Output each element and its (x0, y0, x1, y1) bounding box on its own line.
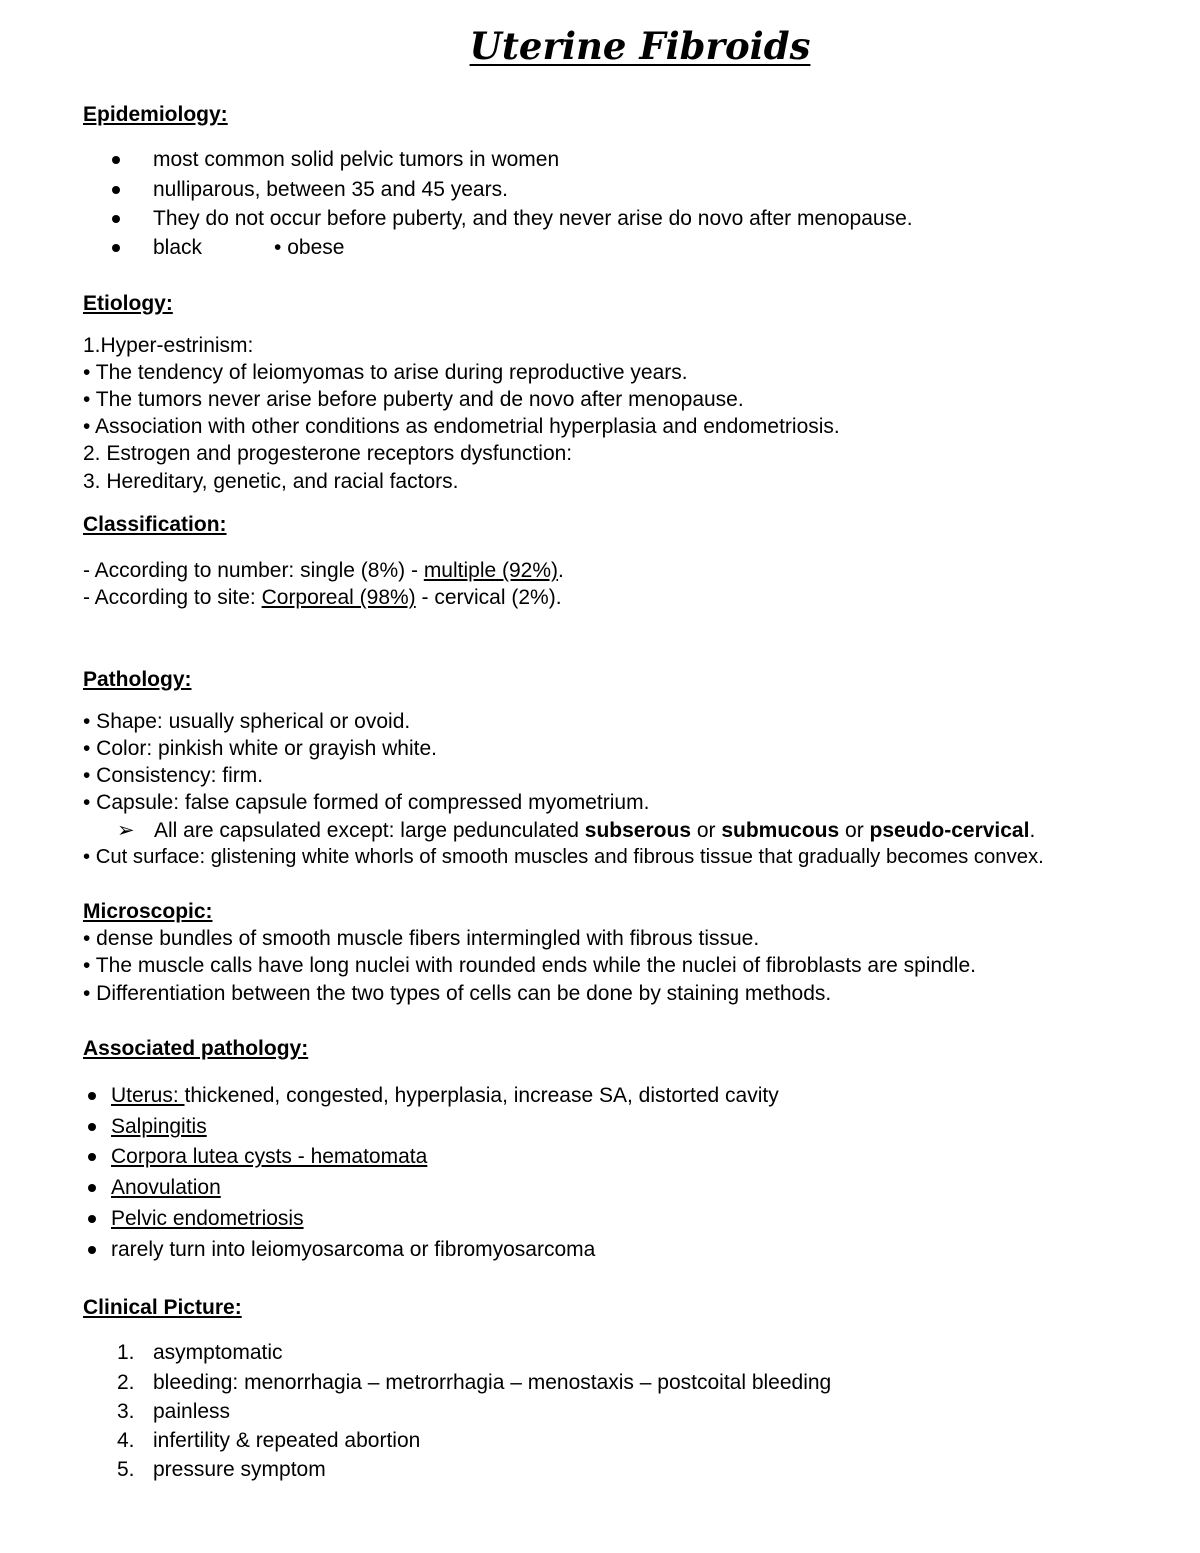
text-line: - According to site: Corporeal (98%) - cervical (2%). (83, 586, 562, 609)
numbered-item: 4. infertility & repeated abortion (117, 1429, 421, 1452)
text-line: 2. Estrogen and progesterone receptors dysfunction: (83, 442, 573, 465)
etiology-heading: Etiology: (83, 292, 173, 315)
text-line: • Consistency: firm. (83, 764, 264, 787)
bullet-icon (88, 1153, 96, 1161)
bullet-icon (112, 215, 120, 223)
bullet-icon (112, 186, 120, 194)
text-line: • Color: pinkish white or grayish white. (83, 737, 437, 760)
classification-heading: Classification: (83, 513, 227, 536)
text-line: • The muscle calls have long nuclei with rounded ends while the nuclei of fibroblasts are spindle. (83, 954, 976, 977)
bullet-icon (88, 1184, 96, 1192)
clinical-picture-heading: Clinical Picture: (83, 1296, 242, 1319)
text-line: • Association with other conditions as endometrial hyperplasia and endometriosis. (83, 415, 840, 438)
text-line: • dense bundles of smooth muscle fibers intermingled with fibrous tissue. (83, 927, 760, 950)
bullet-icon (112, 244, 120, 252)
bullet-icon (88, 1246, 96, 1254)
text-line: • The tendency of leiomyomas to arise during reproductive years. (83, 361, 688, 384)
bullet-icon (88, 1092, 96, 1100)
arrow-bullet-icon: ➢ (117, 819, 135, 842)
microscopic-heading: Microscopic: (83, 900, 213, 923)
numbered-item: 3. painless (117, 1400, 231, 1423)
text-line: • Differentiation between the two types of cells can be done by staining methods. (83, 982, 832, 1005)
page-title: Uterine Fibroids (469, 24, 811, 68)
epidemiology-heading: Epidemiology: (83, 103, 228, 126)
text-line: • Shape: usually spherical or ovoid. (83, 710, 411, 733)
text-line: 3. Hereditary, genetic, and racial factors. (83, 470, 459, 493)
arrow-item: ➢ All are capsulated except: large pedunculated subserous or submucous or pseudo-cervical. (117, 819, 1036, 842)
text-line: • Capsule: false capsule formed of compressed myometrium. (83, 791, 650, 814)
numbered-item: 1. asymptomatic (117, 1341, 283, 1364)
pathology-heading: Pathology: (83, 668, 192, 691)
bullet-icon (112, 156, 120, 164)
document-page: Uterine Fibroids Epidemiology: most common solid pelvic tumors in women nulliparous, between 35 and 45 years. They do not occur before puberty, and they never arise do novo after menopause. black • obese Etiology: 1.Hyper-estrinism: • The tendency of leiomyomas to arise during reproductive years. • The tumors never arise before puberty and de novo after menopause. • Association with other conditions as endometrial hyperplasia and endometriosis. 2. Estrogen and progesterone receptors dysfunction: 3. Hereditary, genetic, and racial factors. Classification: - According to number: single (8%) - multiple (92%). - According to site: Corporeal (98%) - cervical (2%). Pathology: • Shape: usually spherical or ovoid. • Color: pinkish white or grayish white. • Consistency: firm. • Capsule: false capsule formed of compressed myometrium. ➢ All are capsulated except: large pedunculated subserous or submucous or pseudo-cervical. • Cut surface: glistening white whorls of smooth muscles and fibrous tissue that gradually becomes convex. Microscopic: • dense bundles of smooth muscle fibers intermingled with fibrous tissue. • The muscle calls have long nuclei with rounded ends while the nuclei of fibroblasts are spindle. • Differentiation between the two types of cells can be done by staining methods. Associated pathology: Uterus: thickened, congested, hyperplasia, increase SA, distorted cavity Salpingitis Corpora lutea cysts - hematomata Anovulation Pelvic endometriosis rarely turn into leiomyosarcoma or fibromyosarcoma Clinical Picture: 1. asymptomatic 2. bleeding: menorrhagia – metrorrhagia – menostaxis – postcoital bleeding 3. painless 4. infertility & repeated abortion 5. pressure symptom (0, 0, 1200, 1553)
associated-pathology-heading: Associated pathology: (83, 1037, 309, 1060)
bullet-icon (88, 1215, 96, 1223)
bullet-icon (88, 1123, 96, 1131)
text-line: - According to number: single (8%) - multiple (92%). (83, 559, 564, 582)
text-line: • Cut surface: glistening white whorls of smooth muscles and fibrous tissue that gradually becomes convex. (83, 846, 1044, 868)
text-line: 1.Hyper-estrinism: (83, 334, 254, 357)
text-line: • The tumors never arise before puberty and de novo after menopause. (83, 388, 744, 411)
numbered-item: 5. pressure symptom (117, 1458, 326, 1481)
numbered-item: 2. bleeding: menorrhagia – metrorrhagia – menostaxis – postcoital bleeding (117, 1371, 832, 1394)
